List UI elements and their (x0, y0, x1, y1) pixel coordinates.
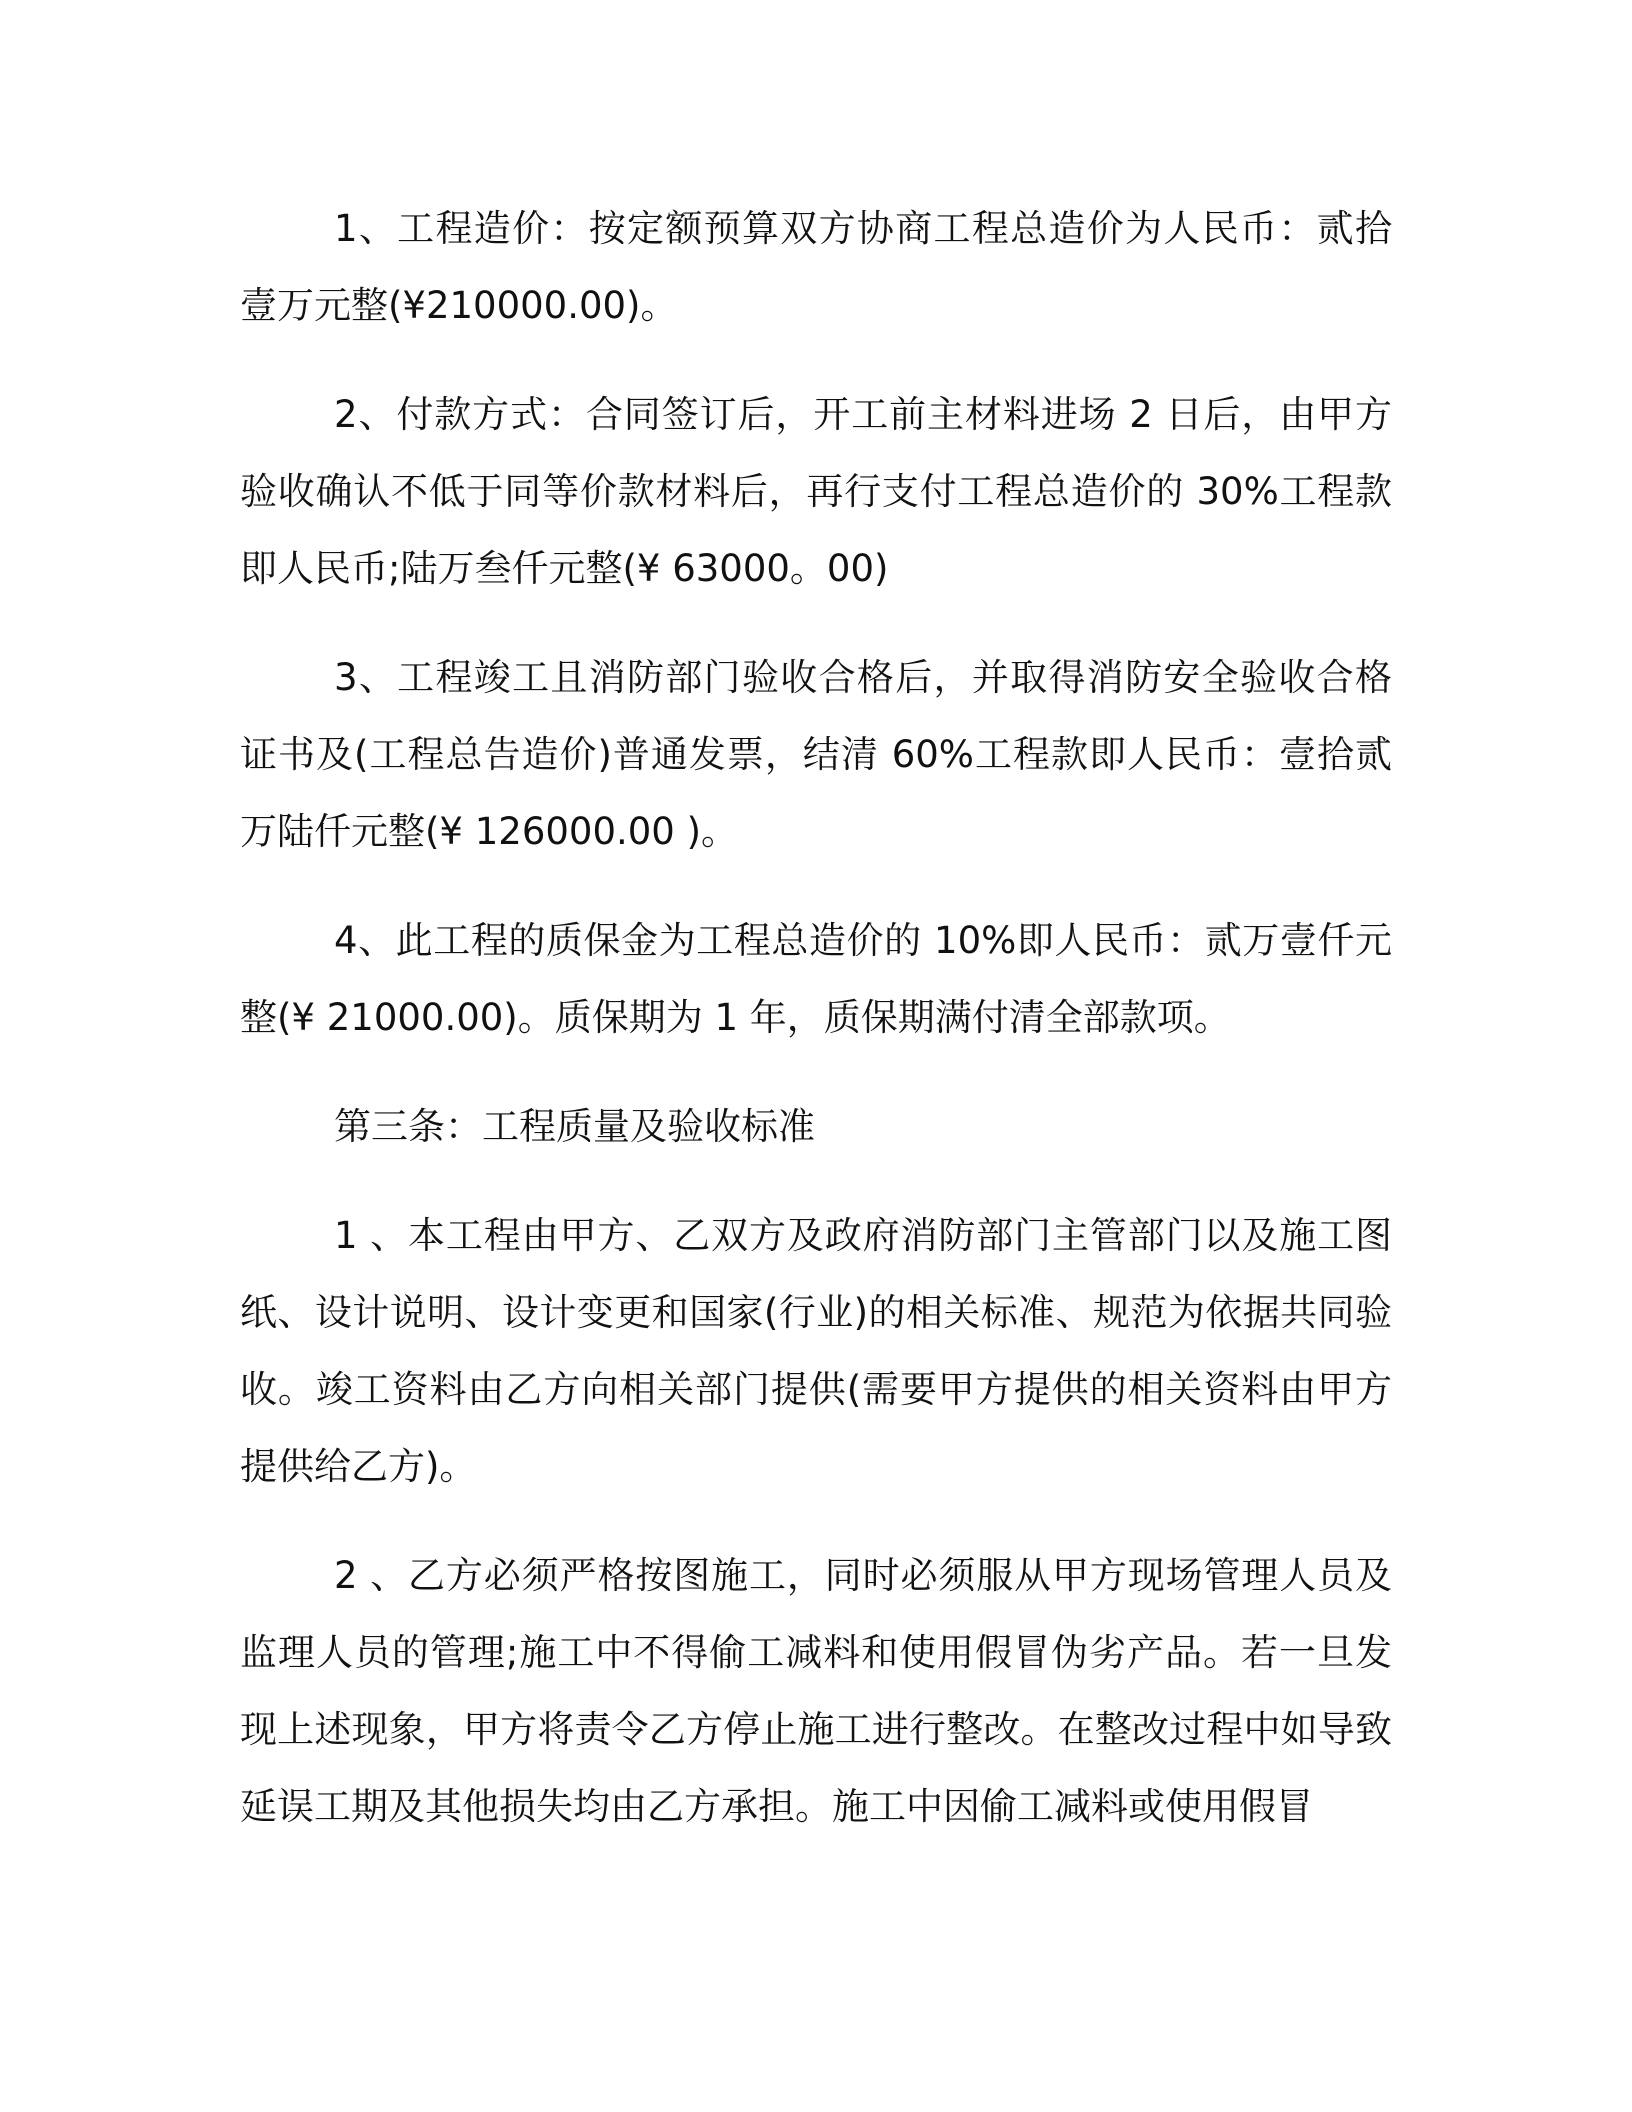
document-page (240, 190, 1392, 1877)
clause-payment-method: 2、付款方式：合同签订后，开工前主材料进场 2 日后，由甲方验收确认不低于同等价款材料后，再行支付工程总造价的 30%工程款即人民币;陆万叁仟元整(¥ 63000。00) (240, 393, 1392, 590)
clause-warranty-deposit: 4、此工程的质保金为工程总造价的 10%即人民币：贰万壹仟元整(¥ 21000.00)。质保期为 1 年，质保期满付清全部款项。 (240, 919, 1392, 1039)
section-heading: 第三条：工程质量及验收标准 (334, 1105, 815, 1148)
clause-price: 1、工程造价：按定额预算双方协商工程总造价为人民币：贰拾壹万元整(¥210000.00)。 (240, 207, 1392, 327)
clause-final-settlement: 3、工程竣工且消防部门验收合格后，并取得消防安全验收合格证书及(工程总告造价)普通发票，结清 60%工程款即人民币：壹拾贰万陆仟元整(¥ 126000.00 )。 (240, 656, 1392, 853)
clause-acceptance-standard: 1 、本工程由甲方、乙双方及政府消防部门主管部门以及施工图纸、设计说明、设计变更和国家(行业)的相关标准、规范为依据共同验收。竣工资料由乙方向相关部门提供(需要甲方提供的相关资料由甲方提供给乙方)。 (240, 1214, 1392, 1488)
clause-construction-compliance: 2 、乙方必须严格按图施工，同时必须服从甲方现场管理人员及监理人员的管理;施工中不得偷工减料和使用假冒伪劣产品。若一旦发现上述现象，甲方将责令乙方停止施工进行整改。在整改过程中如导致延误工期及其他损失均由乙方承担。施工中因偷工减料或使用假冒 (240, 1554, 1392, 1828)
